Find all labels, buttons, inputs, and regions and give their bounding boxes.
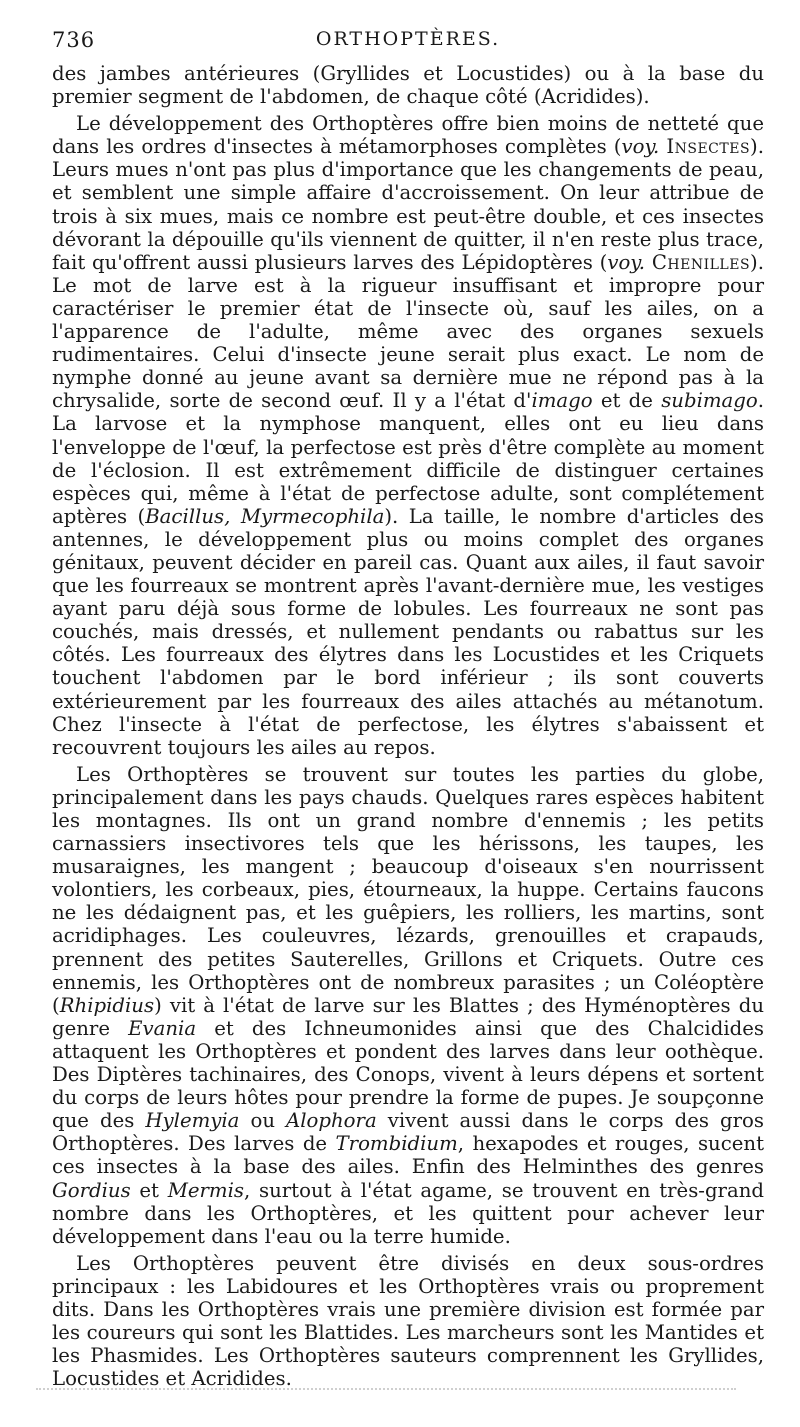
paragraph-1 (52, 62, 764, 108)
italic-text: Bacillus, Myrmecophila (145, 504, 385, 528)
italic-text: Gordius (52, 1178, 131, 1202)
running-title: ORTHOPTÈRES. (315, 28, 501, 50)
text-run: ). Le mot de larve est à la rigueur insuffisant et impropre pour caractériser le premier état de l'insecte où, sauf les ailes, on a l'apparence de l'adulte, même avec des organes sexuels rudimentaires. Celui d'insecte jeune serait plus exact. Le nom de nymphe donné au jeune avant sa dernière mue ne répond pas à la chrysalide, sorte de second œuf. Il y a l'état d' (52, 250, 764, 413)
italic-text: subimago (661, 389, 758, 413)
italic-text: voy. (607, 250, 646, 274)
italic-text: Rhipidius (59, 993, 155, 1017)
italic-text: Evania (128, 1016, 197, 1040)
text-run: Les Orthoptères se trouvent sur toutes les parties du globe, principalement dans les pays chauds. Quelques rares espèces habitent les montagnes. Ils ont un grand nombre d'ennemis ; les petits carnassiers insectivores tels que les hérissons, les taupes, les musaraignes, les mangent ; beaucoup d'oiseaux s'en nourrissent volontiers, les corbeaux, pies, étourneaux, la huppe. Certains faucons ne les dédaignent pas, et les guêpiers, les rolliers, les martins, sont acridiphages. Les couleuvres, lézards, grenouilles et crapauds, prennent des petites Sauterelles, Grillons et Criquets. Outre ces ennemis, les Orthoptères ont de nombreux parasites ; un Coléoptère ( (52, 762, 764, 1017)
text-run: et des Ichneumonides ainsi que des Chalcidides attaquent les Orthoptères et pondent des larves dans leur oothèque. Des Diptères tachinaires, des Conops, vivent à leurs dépens et sortent du corps de leurs hôtes pour prendre la forme de pupes. Je soupçonne que des (52, 1016, 764, 1133)
text-run: et de (592, 389, 662, 413)
small-caps-text: Insectes (666, 135, 751, 159)
italic-text: voy. (621, 135, 660, 159)
italic-text: Trombidium (335, 1132, 458, 1156)
text-run: ) vit à l'état de larve sur les Blattes ; des Hyménoptères du genre (52, 993, 764, 1040)
italic-text: Mermis (167, 1178, 244, 1202)
text-run: , surtout à l'état agame, se trouvent en très-grand nombre dans les Orthoptères, et les quittent pour achever leur développement dans l'eau ou la terre humide. (52, 1178, 764, 1248)
text-run: et (130, 1178, 168, 1202)
text-run: vivent aussi dans le corps des gros Orthoptères. Des larves de (52, 1109, 764, 1156)
text-run: . La larvose et la nymphose manquent, elles ont eu lieu dans l'enveloppe de l'œuf, la perfectose est près d'être complète au moment de l'éclosion. Il est extrêmement difficile de distinguer certaines espèces qui, même à l'état de perfectose adulte, sont complétement aptères ( (52, 389, 765, 528)
book-page (52, 28, 764, 1394)
text-run: ). La taille, le nombre d'articles des antennes, le développement plus ou moins complet des organes génitaux, peuvent décider en pareil cas. Quant aux ailes, il faut savoir que les fourreaux se montrent après l'avant-dernière mue, les vestiges ayant paru déjà sous forme de lobules. Les fourreaux ne sont pas couchés, mais dressés, et nullement pendants ou rabattus sur les côtés. Les fourreaux des élytres dans les Locustides et les Criquets touchent l'abdomen par le bord inférieur ; ils sont couverts extérieurement par les fourreaux des ailes attachés au métanotum. Chez l'insecte à l'état de perfectose, les élytres s'abaissent et recouvrent toujours les ailes au repos. (52, 504, 764, 759)
bottom-scan-specks (36, 1388, 736, 1394)
text-run (645, 251, 652, 274)
text-run: des jambes antérieures (Gryllides et Locustides) ou à la base du premier segment de l'abdomen, de chaque côté (Acridides). (52, 62, 764, 109)
small-caps-text: Chenilles (651, 250, 751, 274)
page-header (52, 28, 764, 60)
italic-text: Hylemyia (145, 1109, 240, 1133)
italic-text: Alophora (286, 1109, 377, 1133)
paragraph-2 (52, 112, 764, 759)
page-number: 736 (52, 28, 96, 52)
text-run: Les Orthoptères peuvent être divisés en deux sous-ordres principaux : les Labidoures et les Orthoptères vrais ou proprement dits. Dans les Orthoptères vrais une première division est formée par les coureurs qui sont les Blattides. Les marcheurs sont les Mantides et les Phasmides. Les Orthoptères sauteurs comprennent les Gryllides, Locustides et Acridides. (52, 1251, 764, 1391)
paragraph-4 (52, 1252, 764, 1391)
text-run: , hexapodes et rouges, sucent ces insectes à la base des ailes. Enfin des Helminthes des genres (52, 1132, 764, 1179)
text-run: ). Leurs mues n'ont pas plus d'importance que les changements de peau, et semblent une simple affaire d'accroissement. On leur attribue de trois à six mues, mais ce nombre est peut-être double, et ces insectes dévorant la dépouille qu'ils viennent de quitter, il n'en reste plus trace, fait qu'offrent aussi plusieurs larves des Lépidoptères ( (52, 135, 764, 274)
text-run: ou (239, 1109, 287, 1133)
paragraph-3 (52, 763, 764, 1248)
text-run: Le développement des Orthoptères offre bien moins de netteté que dans les ordres d'insectes à métamorphoses complètes ( (52, 112, 764, 159)
body-text (52, 62, 764, 1390)
italic-text: imago (531, 389, 593, 413)
